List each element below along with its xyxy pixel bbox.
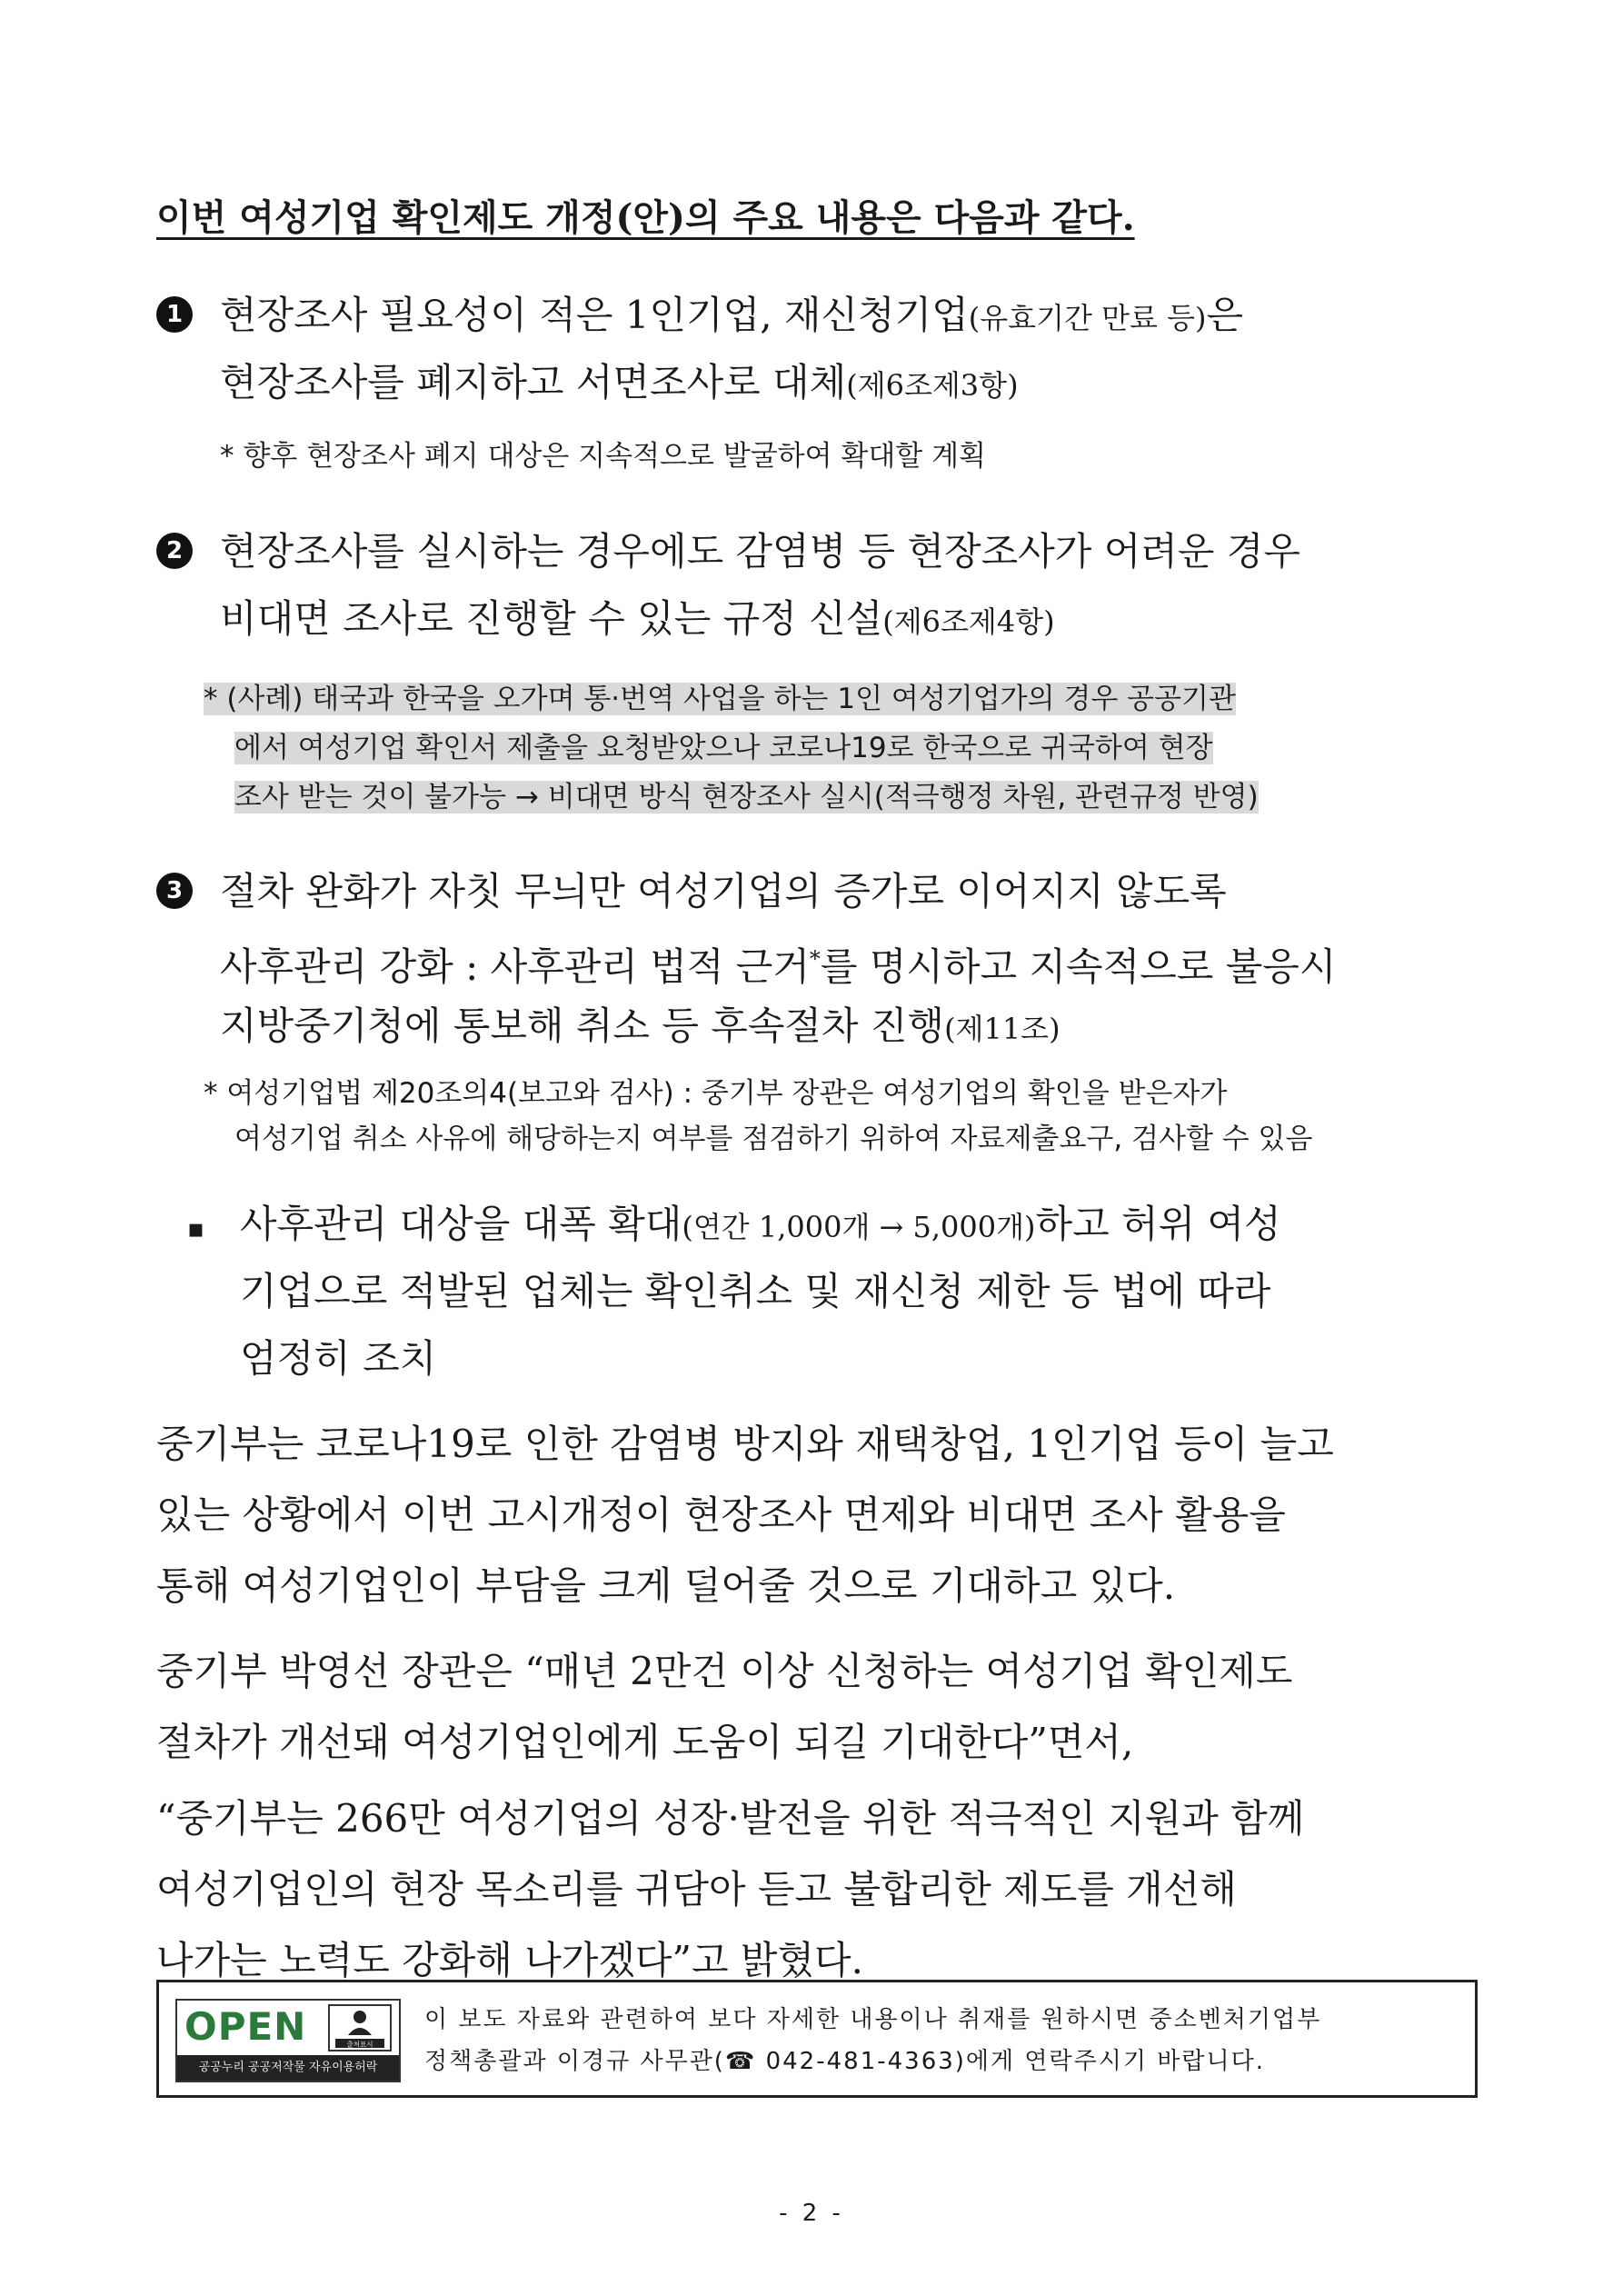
- attribution-badge: 출처표시: [346, 2040, 373, 2049]
- square-bullet-icon: ▪: [187, 1213, 204, 1243]
- item-3-line-3: 지방중기청에 통보해 취소 등 후속절차 진행(제11조): [220, 1003, 1060, 1048]
- item-2-note-line-3: 조사 받는 것이 불가능 → 비대면 방식 현장조사 실시(적극행정 차원, 관련규정 반영): [234, 781, 1259, 814]
- contact-box: [156, 1980, 1478, 2098]
- sub-bullet-line-3: 엄정히 조치: [240, 1336, 437, 1381]
- logo-caption: 공공누리 공공저작물 자유이용허락: [177, 2055, 399, 2081]
- attribution-icon: [328, 2004, 392, 2051]
- paragraph-1: 중기부는 코로나19로 인한 감염병 방지와 재택창업, 1인기업 등이 늘고 있는 상황에서 이번 고시개정이 현장조사 면제와 비대면 조사 활용을 통해 여성기업인이 부담을 크게 덜어줄 것으로 기대하고 있다.: [156, 1422, 1334, 1608]
- item-3-line-2: 사후관리 강화 : 사후관리 법적 근거*를 명시하고 지속적으로 불응시: [220, 944, 1337, 989]
- item-2-line-2: 비대면 조사로 진행할 수 있는 규정 신설(제6조제4항): [220, 596, 1055, 641]
- contact-text: [424, 1999, 1321, 2082]
- item-2-line-1: 현장조사를 실시하는 경우에도 감염병 등 현장조사가 어려운 경우: [220, 529, 1300, 574]
- number-1-icon: 1: [156, 296, 193, 333]
- sub-bullet-line-2: 기업으로 적발된 업체는 확인취소 및 재신청 제한 등 법에 따라: [240, 1269, 1271, 1313]
- open-logo-text: OPEN: [184, 2004, 307, 2049]
- paragraph-2: 중기부 박영선 장관은 “매년 2만건 이상 신청하는 여성기업 확인제도 절차가 개선돼 여성기업인에게 도움이 되길 기대한다”면서,: [156, 1649, 1293, 1764]
- item-1: [156, 282, 1483, 416]
- number-3-icon: 3: [156, 873, 193, 909]
- item-3-note: [204, 1071, 1312, 1162]
- item-1-line-2: 현장조사를 폐지하고 서면조사로 대체(제6조제3항): [220, 360, 1019, 404]
- item-2-note: [204, 674, 1259, 822]
- item-2-note-line-2: 에서 여성기업 확인서 제출을 요청받았으나 코로나19로 한국으로 귀국하여 현장: [234, 732, 1213, 764]
- sub-bullet: [187, 1191, 1478, 1393]
- contact-line-1: 이 보도 자료와 관련하여 보다 자세한 내용이나 취재를 원하시면 중소벤처기업부: [424, 2006, 1322, 2033]
- item-3: [156, 858, 1483, 1060]
- item-2: [156, 518, 1483, 653]
- item-1-note: * 향후 현장조사 폐지 대상은 지속적으로 발굴하여 확대할 계획: [220, 440, 986, 473]
- section-heading: 이번 여성기업 확인제도 개정(안)의 주요 내용은 다음과 같다.: [156, 196, 1135, 239]
- page-number: - 2 -: [779, 2200, 844, 2227]
- sub-bullet-line-1: 사후관리 대상을 대폭 확대(연간 1,000개 → 5,000개)하고 허위 여성: [240, 1202, 1281, 1246]
- item-2-note-line-1: * (사례) 태국과 한국을 오가며 통·번역 사업을 하는 1인 여성기업가의 경우 공공기관: [204, 683, 1236, 715]
- item-1-line-1: 현장조사 필요성이 적은 1인기업, 재신청기업(유효기간 만료 등)은: [220, 293, 1244, 337]
- paragraph-3: “중기부는 266만 여성기업의 성장·발전을 위한 적극적인 지원과 함께 여성기업인의 현장 목소리를 귀담아 듣고 불합리한 제도를 개선해 나가는 노력도 강화해 나가겠다”고 밝혔다.: [156, 1796, 1305, 1982]
- number-2-icon: 2: [156, 533, 193, 569]
- kogl-open-logo: [175, 1999, 401, 2082]
- item-3-line-1: 절차 완화가 자칫 무늬만 여성기업의 증가로 이어지지 않도록: [220, 869, 1227, 913]
- contact-line-2: 정책총괄과 이경규 사무관(☎ 042-481-4363)에게 연락주시기 바랍니다.: [424, 2048, 1265, 2075]
- item-3-note-line-1: * 여성기업법 제20조의4(보고와 검사) : 중기부 장관은 여성기업의 확인을 받은자가: [204, 1077, 1228, 1110]
- item-3-note-line-2: 여성기업 취소 사유에 해당하는지 여부를 점검하기 위하여 자료제출요구, 검사할 수 있음: [234, 1123, 1313, 1155]
